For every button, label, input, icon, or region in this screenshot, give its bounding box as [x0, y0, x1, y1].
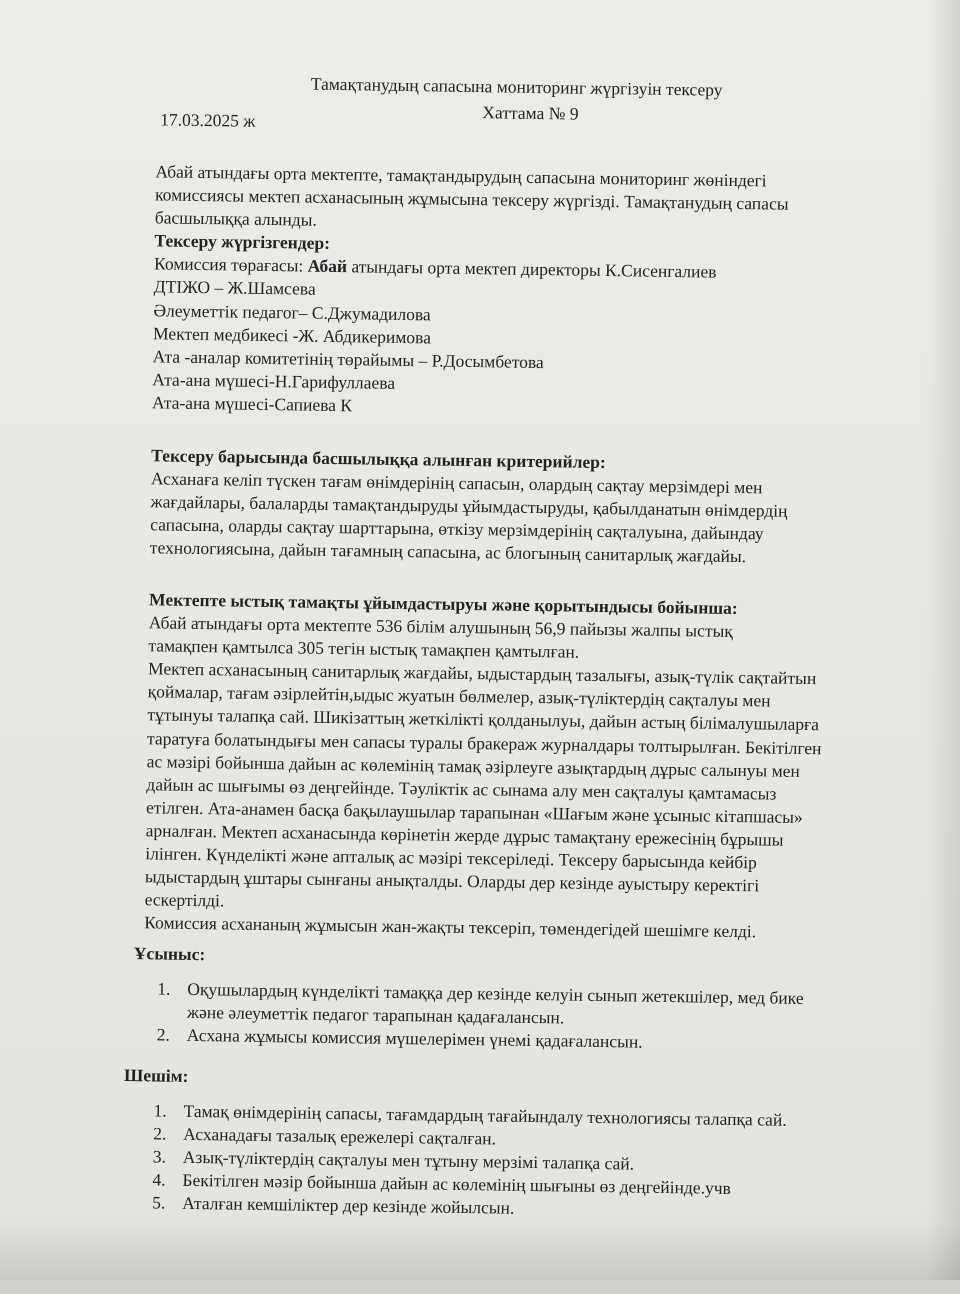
- item-text: Аталған кемшіліктер дер кезінде жойылсын.: [182, 1193, 515, 1219]
- intro-line: басшылыққа алынды.: [154, 207, 318, 230]
- document-title: Тамақтанудың сапасына мониторинг жүргізуін тексеру: [310, 73, 723, 100]
- criteria-line: сапасына, оларды сақтау шарттарына, өткізу мерзімдерінің сақталуына, дайындау: [150, 514, 764, 544]
- page-shadow-bottom: [0, 1220, 960, 1280]
- organization-line: ескертілді.: [144, 889, 225, 911]
- intro-line: Абай атындағы орта мектепте, тамақтандырудың сапасына мониторинг жөніндегі: [155, 161, 767, 191]
- item-number: 2.: [153, 1123, 167, 1144]
- member-line: Ата-ана мүшесі-Сапиева К: [151, 392, 353, 416]
- recommendations-section: [132, 942, 913, 1058]
- organization-line: ас мәзірі бойынша дайын ас көлемінің тамақ әзірлеуге азықтардың дұрыс салынуы мен: [146, 750, 801, 781]
- criteria-heading: Тексеру барысында басшылыққа алынған критерийлер:: [151, 445, 606, 473]
- decision-list: [152, 1099, 904, 1226]
- document-date: 17.03.2025 ж: [160, 109, 256, 131]
- item-number: 4.: [152, 1169, 166, 1190]
- item-line: Асхана жұмысы комиссия мүшелерімен үнемі қадағалансын.: [186, 1025, 643, 1052]
- member-line: Мектеп медбикесі -Ж. Абдикеримова: [152, 322, 432, 348]
- protocol-number: Хаттама № 9: [482, 102, 579, 124]
- intro-line: комиссиясы мектеп асханасының жұмысына тексеру жүргізді. Тамақтанудың сапасы: [154, 184, 789, 214]
- item-text: Асханадағы тазалық ережелері сақталған.: [183, 1124, 497, 1149]
- chair-rest: атындағы орта мектеп директоры К.Сисенгалиев: [346, 256, 717, 283]
- organization-line: Абай атындағы орта мектепте 536 білім алушының 56,9 пайызы жалпы ыстық: [148, 612, 733, 642]
- decision-heading: Шешім:: [123, 1064, 189, 1086]
- item-text: Тамақ өнімдерінің сапасы, тағамдардың тағайындалу технологиясы талапқа сай.: [183, 1100, 787, 1130]
- organization-line: арналған. Мектеп асханасында көрінетін жерде дұрыс тамақтану ережесінің бұрышы: [145, 820, 784, 850]
- criteria-line: жағдайлары, балаларды тамақтандыруды ұйымдастыруды, қабылданатын өнімдердің: [150, 491, 788, 521]
- organization-line: ыдыстардың ұштары сынғаны анықталды. Оларды дер кезінде ауыстыру керектігі: [144, 866, 760, 896]
- organization-line: Мектеп асханасының санитарлық жағдайы, ыдыстардың тазалығы, азық-түлік сақтайтын: [147, 658, 817, 689]
- recommendations-list: [156, 978, 913, 1058]
- chair-school: Абай: [307, 255, 348, 277]
- chair-label: Комиссия төрағасы:: [153, 253, 308, 276]
- intro-section: [152, 160, 936, 426]
- item-number: 1.: [153, 1100, 167, 1121]
- member-line: Әлеуметтік педагог– С.Джумадилова: [153, 299, 431, 324]
- recommendations-heading: Ұсыныс:: [133, 943, 206, 965]
- organization-line: тұтынуы талапқа сай. Шикізаттың жеткілікті қолданылуы, дайын астың білімалушыларға: [147, 704, 820, 735]
- organization-heading: Мектепте ыстық тамақты ұйымдастыруы және қорытындысы бойынша:: [148, 589, 738, 619]
- item-line: және әлеуметтік педагог тарапынан қадағалансын.: [186, 1002, 565, 1028]
- organization-section: [144, 588, 929, 946]
- organization-line: дайын ас шығымы өз деңгейінде. Тәуліктік ас сынама алу мен сақталуы қамтамасыз: [146, 774, 777, 804]
- item-text: Бекітілген мәзір бойынша дайын ас көлемінің шығыны өз деңгейінде.учв: [182, 1170, 731, 1199]
- member-line: Ата -аналар комитетінің төрайымы – Р.Досымбетова: [152, 346, 544, 372]
- item-text: Азық-түліктердің сақталуы мен тұтыну мерзімі талапқа сай.: [182, 1147, 635, 1174]
- criteria-line: Асханаға келіп түскен тағам өнімдерінің сапасын, олардың сақтау мерзімдері мен: [150, 468, 763, 498]
- page-shadow-right: [926, 0, 960, 1280]
- member-line: Ата-ана мүшесі-Н.Гарифуллаева: [152, 369, 396, 393]
- organization-line: таратуға болатындығы мен сапасы туралы бракераж журналдары толтырылған. Бекітілген: [146, 727, 822, 758]
- item-number: 2.: [156, 1024, 170, 1045]
- decision-section: [122, 1064, 904, 1226]
- item-number: 1.: [157, 978, 171, 999]
- inspectors-heading: Тексеру жүргізгендер:: [154, 230, 331, 254]
- member-line: ДТІЖО – Ж.Шамсева: [153, 276, 316, 300]
- item-number: 3.: [152, 1146, 167, 1167]
- organization-line: тамақпен қамтылса 305 тегін ыстық тамақпен қамтылған.: [148, 635, 580, 662]
- organization-line: етілген. Ата-анамен басқа бақылаушылар тарапынан «Шағым және ұсыныс кітапшасы»: [145, 797, 803, 827]
- organization-line: қоймалар, тағам әзірлейтін,ыдыс жуатын бөлмелер, азық-түліктердің сақталуы мен: [147, 681, 771, 711]
- organization-line: Комиссия асхананың жұмысын жан-жақты тексеріп, төмендегідей шешімге келді.: [144, 912, 757, 942]
- criteria-line: технологиясына, дайын тағамның сапасына, ас блогының санитарлық жағдайы.: [149, 537, 747, 567]
- item-line: Оқушылардың күнделікті тамаққа дер кезінде келуін сынып жетекшілер, мед бике: [187, 978, 804, 1009]
- organization-line: ілінген. Күнделікті және апталық ас мәзірі тексеріледі. Тексеру барысында кейбір: [145, 843, 757, 873]
- criteria-section: [150, 444, 932, 571]
- item-number: 5.: [152, 1192, 166, 1214]
